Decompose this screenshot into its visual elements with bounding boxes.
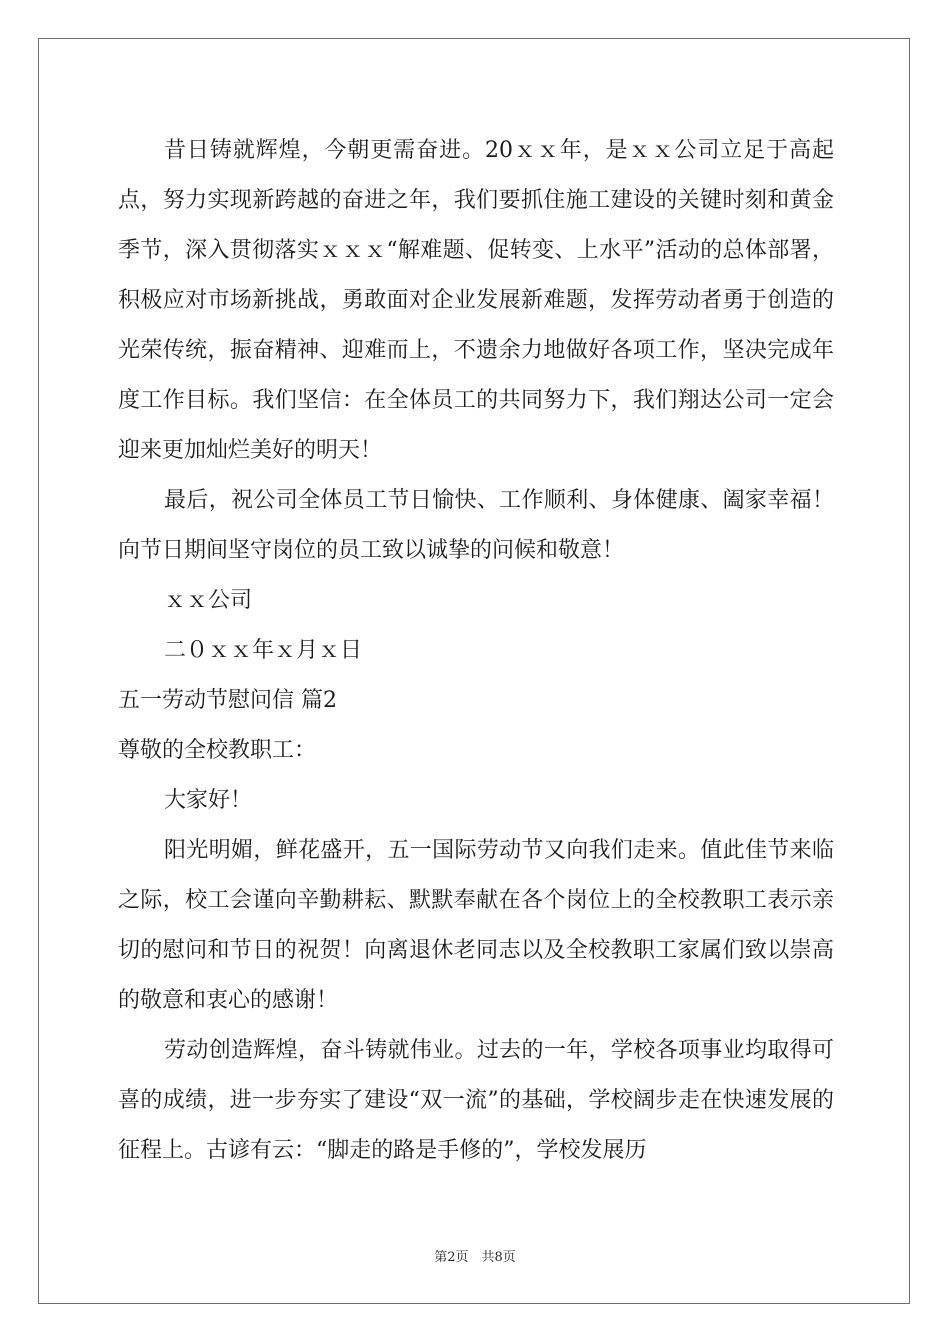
page-number: 第2页 共8页	[434, 1250, 516, 1265]
signature-company: ｘｘ公司	[164, 588, 253, 613]
document-body	[118, 126, 834, 1176]
section-title: 五一劳动节慰问信 篇2	[118, 688, 337, 713]
signature-date: 二０ｘｘ年ｘ月ｘ日	[164, 638, 363, 663]
paragraph-achievements: 劳动创造辉煌，奋斗铸就伟业。过去的一年，学校各项事业均取得可喜的成绩，进一步夯实了建设“双一流”的基础，学校阔步走在快速发展的征程上。古谚有云：“脚走的路是手修的”，学校发展历	[118, 1038, 834, 1163]
greeting: 大家好！	[164, 788, 253, 813]
paragraph-closing-wishes: 最后，祝公司全体员工节日愉快、工作顺利、身体健康、阖家幸福！向节日期间坚守岗位的员工致以诚挚的问候和敬意！	[118, 488, 834, 563]
salutation: 尊敬的全校教职工：	[118, 738, 317, 763]
paragraph-holiday-greetings: 阳光明媚，鲜花盛开，五一国际劳动节又向我们走来。值此佳节来临之际，校工会谨向辛勤耕耘、默默奉献在各个岗位上的全校教职工表示亲切的慰问和节日的祝贺！向离退休老同志以及全校教职工家属们致以崇高的敬意和衷心的感谢！	[118, 838, 834, 1013]
paragraph-closing-outlook: 昔日铸就辉煌，今朝更需奋进。20ｘｘ年，是ｘｘ公司立足于高起点，努力实现新跨越的奋进之年，我们要抓住施工建设的关键时刻和黄金季节，深入贯彻落实ｘｘｘ“解难题、促转变、上水平”活动的总体部署，积极应对市场新挑战，勇敢面对企业发展新难题，发挥劳动者勇于创造的光荣传统，振奋精神、迎难而上，不遗余力地做好各项工作，坚决完成年度工作目标。我们坚信：在全体员工的共同努力下，我们翔达公司一定会迎来更加灿烂美好的明天！	[118, 138, 834, 463]
